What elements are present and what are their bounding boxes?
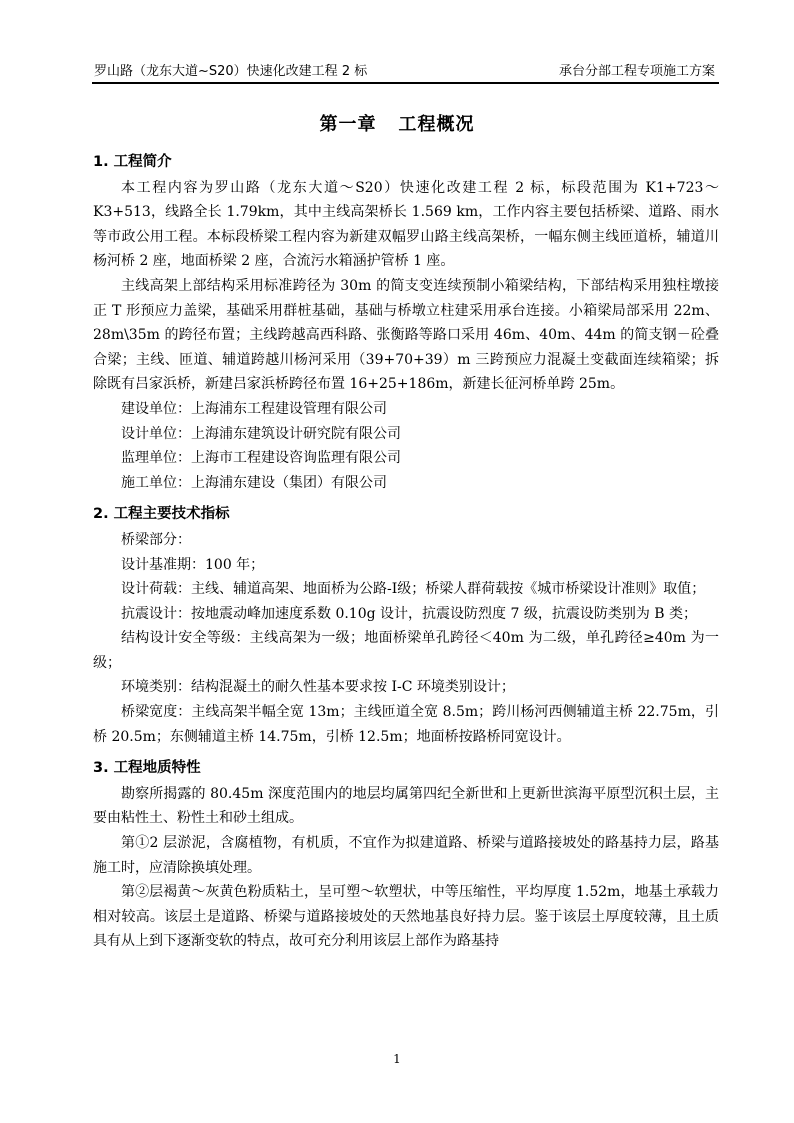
paragraph-geology-2: 第①2 层淤泥，含腐植物，有机质，不宜作为拟建道路、桥梁与道路接坡处的路基持力层，路基施工时，应清除换填处理。 (93, 835, 719, 876)
paragraph-geology-1: 勘察所揭露的 80.45m 深度范围内的地层均属第四纪全新世和上更新世滨海平原型沉积土层，主要由粘性土、粉性土和砂土组成。 (93, 785, 719, 827)
chapter-heading (0, 110, 794, 136)
section-title-geology: 3. 工程地质特性 (93, 760, 201, 777)
section-title-overview: 1. 工程简介 (93, 154, 172, 170)
header-document-title: 承台分部工程专项施工方案 (558, 64, 715, 79)
unit-design: 设计单位：上海浦东建筑设计研究院有限公司 (121, 425, 401, 442)
indicator-load: 设计荷载：主线、辅道高架、地面桥为公路-I级；桥梁人群荷载按《城市桥梁设计准则》取值； (121, 581, 706, 598)
chapter-number: 第一章 (319, 114, 377, 135)
chapter-title: 工程概况 (398, 114, 475, 135)
paragraph-structure: 主线高架上部结构采用标准跨径为 30m 的简支变连续预制小箱梁结构，下部结构采用独柱墩接正 T 形预应力盖梁，基础采用群桩基础，基础与桥墩立柱建采用承台连接。小箱梁局部采用 22m、28m\35m 的跨径布置；主线跨越高西科路、张衡路等路口采用 46m、40m、44m 的简支钢－砼叠合梁；主线、匝道、辅道跨越川杨河采用（39+70+39）m 三跨预应力混凝土变截面连续箱梁；拆除既有吕家浜桥，新建吕家浜桥跨径布置 16+25+186m，新建长征河桥单跨 25m。 (93, 277, 719, 393)
unit-build: 建设单位：上海浦东工程建设管理有限公司 (121, 400, 387, 417)
page-number: 1 (393, 1052, 401, 1066)
indicator-period: 设计基准期：100 年； (121, 556, 265, 573)
indicator-width: 桥梁宽度：主线高架半幅全宽 13m；主线匝道全宽 8.5m；跨川杨河西侧辅道主桥 22.75m，引桥 20.5m；东侧辅道主桥 14.75m，引桥 12.5m；地面桥按路桥同宽设计。 (93, 704, 719, 745)
unit-construct: 施工单位：上海浦东建设（集团）有限公司 (121, 474, 387, 491)
indicator-safety: 结构设计安全等级：主线高架为一级；地面桥梁单孔跨径＜40m 为二级，单孔跨径≥40m 为一级； (93, 630, 719, 671)
paragraph-project-scope: 本工程内容为罗山路（龙东大道～S20）快速化改建工程 2 标，标段范围为 K1+723～K3+513，线路全长 1.79km，其中主线高架桥长 1.569 km，工作内容主要包括桥梁、道路、雨水等市政公用工程。本标段桥梁工程内容为新建双幅罗山路主线高架桥，一幅东侧主线匝道桥，辅道川杨河桥 2 座，地面桥梁 2 座，合流污水箱涵护管桥 1 座。 (93, 179, 719, 270)
indicator-environment: 环境类别：结构混凝土的耐久性基本要求按 I-C 环境类别设计； (121, 679, 515, 696)
indicator-bridge: 桥梁部分： (121, 531, 191, 548)
section-title-technical-indicators: 2. 工程主要技术指标 (93, 506, 230, 523)
indicator-seismic: 抗震设计：按地震动峰加速度系数 0.10g 设计，抗震设防烈度 7 级，抗震设防类别为 B 类； (121, 605, 698, 622)
header-project-title: 罗山路（龙东大道~S20）快速化改建工程 2 标 (94, 64, 368, 79)
paragraph-geology-3: 第②层褐黄～灰黄色粉质粘土，呈可塑～软塑状，中等压缩性，平均厚度 1.52m，地基土承载力相对较高。该层土是道路、桥梁与道路接坡处的天然地基良好持力层。鉴于该层土厚度较薄，且土质具有从上到下逐渐变软的特点，故可充分利用该层上部作为路基持 (93, 884, 719, 950)
page-header (92, 54, 719, 84)
document-body (93, 146, 719, 954)
unit-supervise: 监理单位：上海市工程建设咨询监理有限公司 (121, 450, 401, 467)
